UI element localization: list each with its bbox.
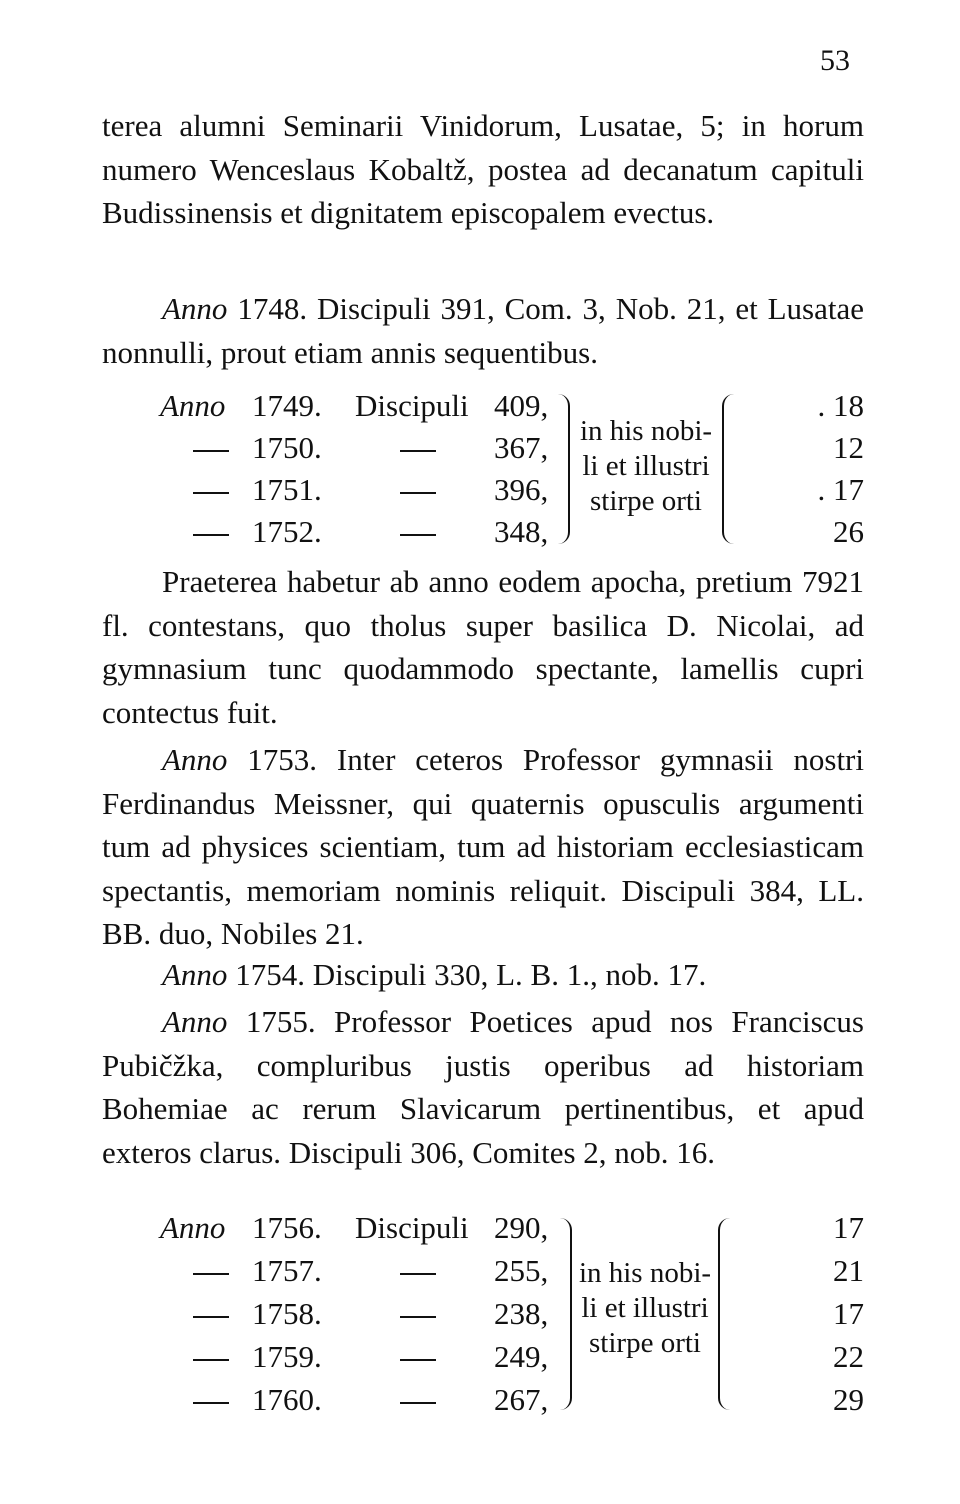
year: 1759. <box>252 1339 322 1374</box>
discipuli-label: Discipuli <box>355 1210 469 1245</box>
student-count: 367, <box>494 430 549 465</box>
paragraph-anno-1748 <box>102 287 864 374</box>
year: 1752. <box>252 514 322 549</box>
ditto-dash <box>400 514 436 550</box>
ditto-dash <box>193 1339 229 1375</box>
note-line: stirpe orti <box>590 485 702 517</box>
table-row <box>0 1382 960 1422</box>
note-line: li et illustri <box>582 450 710 482</box>
noble-count: 17 <box>833 1296 864 1331</box>
note-line: stirpe orti <box>589 1327 701 1359</box>
anno-label: Anno <box>162 1004 228 1039</box>
noble-count: . 18 <box>817 388 864 423</box>
ditto-dash <box>400 472 436 508</box>
student-count: 396, <box>494 472 549 507</box>
ditto-dash <box>193 472 229 508</box>
table-row <box>0 1253 960 1293</box>
noble-count: . 17 <box>817 472 864 507</box>
year: 1757. <box>252 1253 322 1288</box>
paragraph-text: 1753. Inter ceteros Professor gymnasii nostri Ferdinandus Meissner, qui quaternis opusculis argumenti tum ad physices scientiam, tum ad historiam ecclesiasticam spectantis, memoriam nominis reliquit. Discipuli 384, LL. BB. duo, Nobiles 21. <box>102 742 864 951</box>
note-line: in his nobi- <box>579 415 713 447</box>
noble-count: 22 <box>833 1339 864 1374</box>
anno-label: Anno <box>162 957 228 992</box>
ditto-dash <box>193 514 229 550</box>
student-count: 348, <box>494 514 549 549</box>
ditto-dash <box>193 1296 229 1332</box>
paragraph-anno-1753 <box>102 738 864 956</box>
ditto-dash <box>400 1339 436 1375</box>
year: 1751. <box>252 472 322 507</box>
table-row <box>0 472 960 512</box>
table-row <box>0 1339 960 1379</box>
page-number: 53 <box>820 44 850 77</box>
table-row <box>0 1296 960 1336</box>
paragraph-apocha: Praeterea habetur ab anno eodem apocha, pretium 7921 fl. contestans, quo tholus super basilica D. Nicolai, ad gymnasium tunc quodammodo spectante, lamellis cupri contectus fuit. <box>102 564 864 730</box>
noble-count: 26 <box>833 514 864 549</box>
student-count: 290, <box>494 1210 549 1245</box>
paragraph-anno-1755 <box>102 1000 864 1174</box>
student-count: 249, <box>494 1339 549 1374</box>
noble-count: 21 <box>833 1253 864 1288</box>
ditto-dash <box>193 1382 229 1418</box>
student-count: 238, <box>494 1296 549 1331</box>
ditto-dash <box>193 430 229 466</box>
ditto-dash <box>400 1253 436 1289</box>
ditto-dash <box>400 1296 436 1332</box>
ditto-dash <box>400 430 436 466</box>
anno-label: Anno <box>162 291 228 326</box>
anno-label: Anno <box>160 1210 226 1245</box>
year: 1756. <box>252 1210 322 1245</box>
table-row <box>0 1210 960 1250</box>
anno-label: Anno <box>162 742 228 777</box>
noble-count: 17 <box>833 1210 864 1245</box>
year: 1760. <box>252 1382 322 1417</box>
student-count: 267, <box>494 1382 549 1417</box>
paragraph-text: 1754. Discipuli 330, L. B. 1., nob. 17. <box>227 957 707 992</box>
note-line: in his nobi- <box>578 1257 712 1289</box>
note-line: li et illustri <box>581 1292 709 1324</box>
paragraph-text: 1748. Discipuli 391, Com. 3, Nob. 21, et Lusatae nonnulli, prout etiam annis sequentibus. <box>102 291 864 370</box>
table-row <box>0 514 960 554</box>
noble-count: 12 <box>833 430 864 465</box>
table-row <box>0 388 960 428</box>
noble-count: 29 <box>833 1382 864 1417</box>
year: 1758. <box>252 1296 322 1331</box>
anno-label: Anno <box>160 388 226 423</box>
discipuli-label: Discipuli <box>355 388 469 423</box>
student-count: 255, <box>494 1253 549 1288</box>
brace-note <box>566 414 726 519</box>
brace-note <box>568 1256 722 1361</box>
paragraph-anno-1754 <box>102 953 864 997</box>
paragraph-text: 1755. Professor Poetices apud nos Franciscus Pubičžka, compluribus justis operibus ad historiam Bohemiae ac rerum Slavicarum pertinentibus, et apud exteros clarus. Discipuli 306, Comites 2, nob. 16. <box>102 1004 864 1170</box>
student-count: 409, <box>494 388 549 423</box>
table-row <box>0 430 960 470</box>
ditto-dash <box>193 1253 229 1289</box>
year: 1750. <box>252 430 322 465</box>
year: 1749. <box>252 388 322 423</box>
ditto-dash <box>400 1382 436 1418</box>
paragraph-seminarii: terea alumni Seminarii Vinidorum, Lusatae, 5; in horum numero Wenceslaus Kobaltž, postea ad decanatum capituli Budissinensis et dignitatem episcopalem evectus. <box>102 108 864 230</box>
